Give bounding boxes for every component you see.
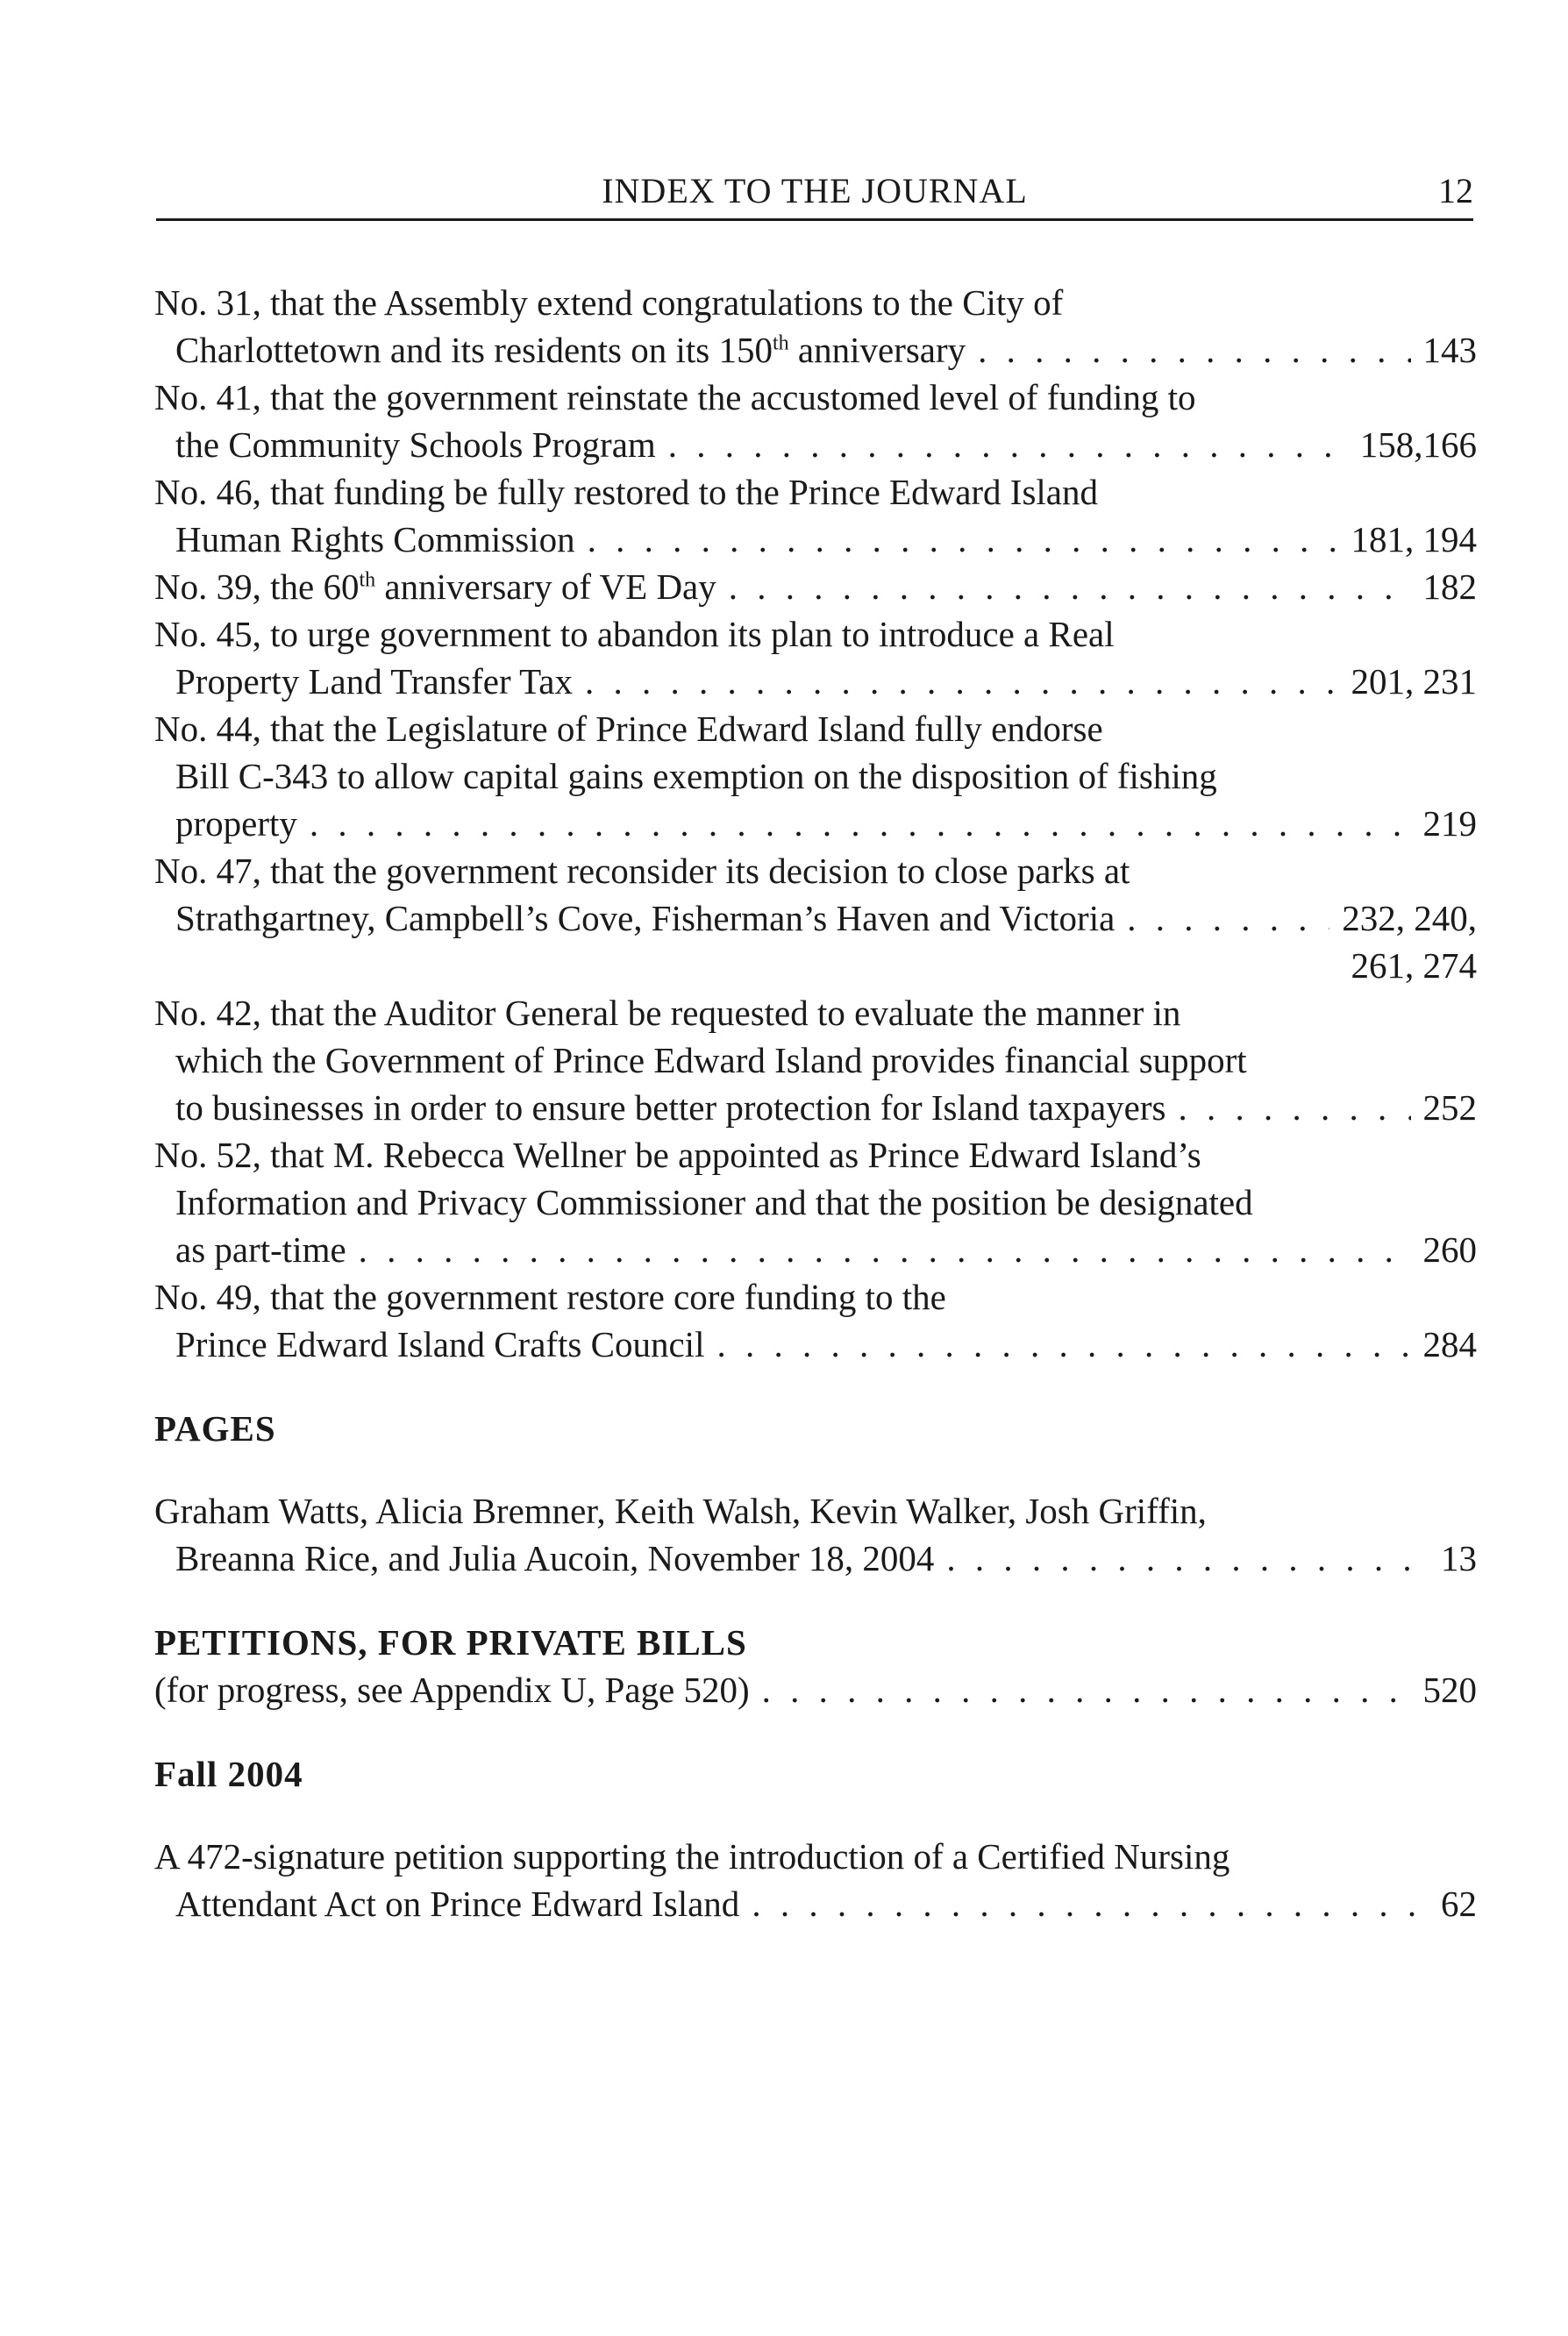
page-ref: 62 bbox=[1441, 1884, 1477, 1924]
page-ref: 143 bbox=[1422, 330, 1477, 370]
leader-dots bbox=[359, 1226, 1411, 1273]
index-entry-petitions: (for progress, see Appendix U, Page 520) . . . 520 bbox=[154, 1666, 1477, 1713]
index-entry-fall-2004-petition: A 472-signature petition supporting the introduction of a Certified Nursing Attendant Act on Prince Edward Island . . . 62 bbox=[154, 1833, 1477, 1927]
index-entry-motion-46: No. 46, that funding be fully restored to the Prince Edward Island Human Rights Commission . . . 181, 194 bbox=[154, 468, 1477, 563]
leader-dots bbox=[668, 421, 1348, 468]
leader-dots bbox=[588, 516, 1339, 563]
page-title: INDEX TO THE JOURNAL bbox=[602, 171, 1028, 210]
page-ref: 201, 231 bbox=[1351, 661, 1477, 702]
page-ref: 520 bbox=[1422, 1670, 1477, 1710]
leader-dots bbox=[978, 326, 1410, 374]
index-entry-motion-44: No. 44, that the Legislature of Prince Edward Island fully endorse Bill C-343 to allow capital gains exemption on the disposition of fishing property . . . 219 bbox=[154, 705, 1477, 847]
leader-dots bbox=[310, 800, 1411, 847]
leader-dots bbox=[1127, 894, 1329, 942]
section-heading-fall-2004: Fall 2004 bbox=[154, 1754, 303, 1794]
leader-dots bbox=[752, 1880, 1429, 1927]
index-entry-motion-52: No. 52, that M. Rebecca Wellner be appointed as Prince Edward Island’s Information and Privacy Commissioner and that the position be designated as part-time . . . 260 bbox=[154, 1131, 1477, 1273]
page-ref: 284 bbox=[1422, 1324, 1477, 1364]
leader-dots bbox=[716, 1321, 1410, 1368]
page-ref: 232, 240, bbox=[1342, 898, 1477, 938]
page-ref: 182 bbox=[1422, 566, 1477, 607]
index-content bbox=[154, 279, 1477, 1927]
page-ref: 260 bbox=[1422, 1229, 1477, 1270]
leader-dots bbox=[585, 658, 1338, 705]
page-ref-continued: 261, 274 bbox=[1351, 945, 1477, 986]
index-entry-motion-39: No. 39, the 60th anniversary of VE Day . . . 182 bbox=[154, 563, 1477, 610]
index-entry-pages: Graham Watts, Alicia Bremner, Keith Walsh, Kevin Walker, Josh Griffin, Breanna Rice, and Julia Aucoin, November 18, 2004 . . . 13 bbox=[154, 1487, 1477, 1582]
page-header bbox=[156, 167, 1473, 221]
section-heading-petitions: PETITIONS, FOR PRIVATE BILLS bbox=[154, 1622, 747, 1663]
leader-dots bbox=[762, 1666, 1411, 1713]
index-entry-motion-31: No. 31, that the Assembly extend congratulations to the City of Charlottetown and its residents on its 150th anniversary . . . 143 bbox=[154, 279, 1477, 374]
page-ref: 252 bbox=[1422, 1087, 1477, 1128]
leader-dots bbox=[729, 563, 1411, 610]
leader-dots bbox=[1178, 1084, 1410, 1131]
index-entry-motion-49: No. 49, that the government restore core funding to the Prince Edward Island Crafts Council . . . 284 bbox=[154, 1273, 1477, 1368]
index-entry-motion-47: No. 47, that the government reconsider its decision to close parks at Strathgartney, Campbell’s Cove, Fisherman’s Haven and Victoria . . . 232, 240, 261, 274 bbox=[154, 847, 1477, 989]
leader-dots bbox=[946, 1535, 1429, 1582]
index-entry-motion-41: No. 41, that the government reinstate the accustomed level of funding to the Community Schools Program . . . 158,166 bbox=[154, 374, 1477, 468]
page-number: 12 bbox=[1438, 171, 1473, 210]
page-ref: 13 bbox=[1441, 1538, 1477, 1578]
page-ref: 219 bbox=[1422, 803, 1477, 844]
page-ref: 158,166 bbox=[1359, 424, 1477, 465]
page-ref: 181, 194 bbox=[1351, 519, 1477, 559]
index-entry-motion-45: No. 45, to urge government to abandon its plan to introduce a Real Property Land Transfer Tax . . . 201, 231 bbox=[154, 610, 1477, 705]
section-heading-pages: PAGES bbox=[154, 1408, 276, 1449]
index-entry-motion-42: No. 42, that the Auditor General be requested to evaluate the manner in which the Government of Prince Edward Island provides financial support to businesses in order to ensure better protection for Island taxpayers . . . 252 bbox=[154, 989, 1477, 1131]
